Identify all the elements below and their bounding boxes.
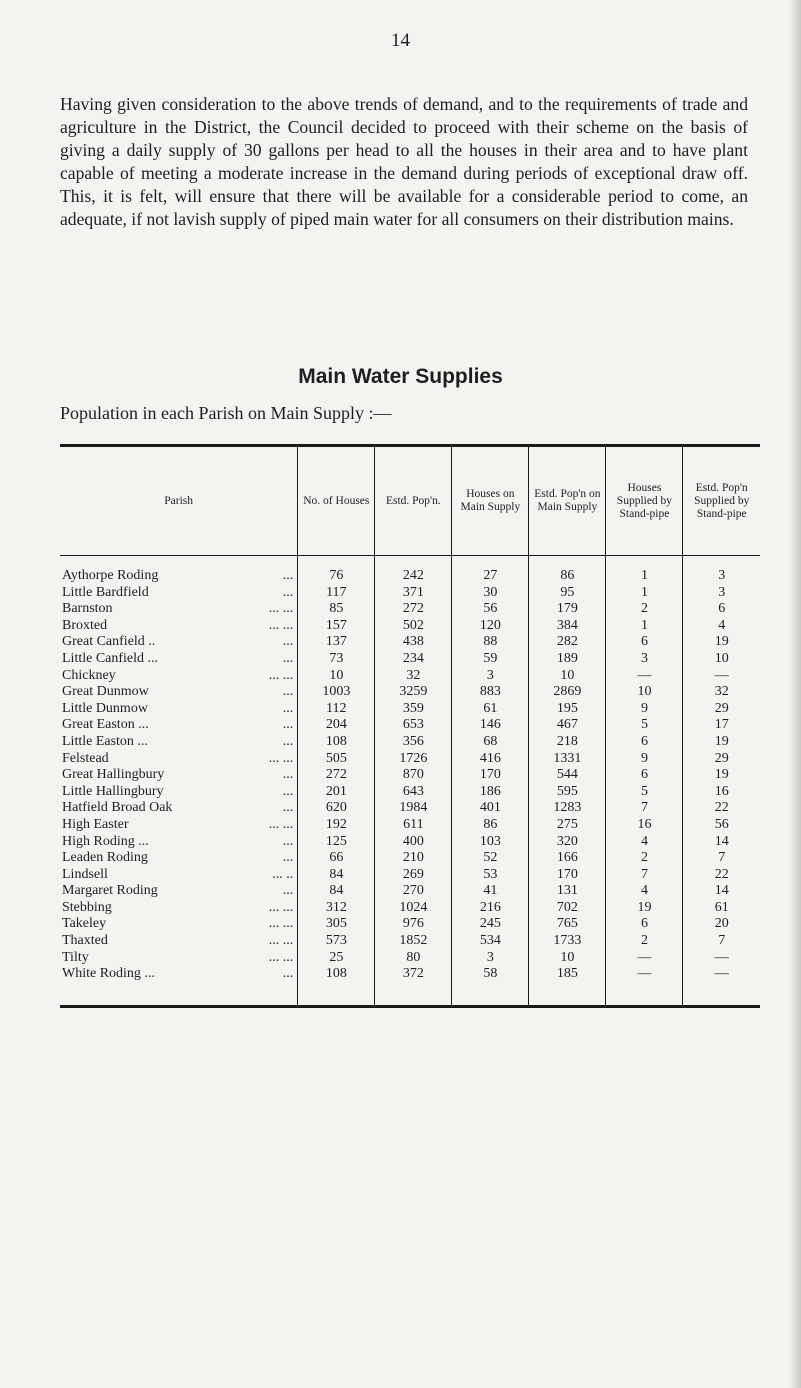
- population-standpipe-cell: —: [683, 668, 760, 685]
- leader-dots: ... ...: [268, 617, 294, 633]
- population-main-cell: 320: [529, 834, 606, 851]
- parish-cell: [60, 734, 298, 751]
- houses-main-cell: 3: [452, 668, 529, 685]
- population-main-cell: 195: [529, 701, 606, 718]
- population-cell: 653: [375, 717, 452, 734]
- table-row: [60, 834, 760, 851]
- leader-dots: ...: [282, 883, 294, 899]
- population-cell: 976: [375, 916, 452, 933]
- leader-dots: ...: [282, 584, 294, 600]
- table-row: [60, 900, 760, 917]
- water-supply-table: [60, 444, 760, 1008]
- houses-main-cell: 68: [452, 734, 529, 751]
- population-main-cell: 189: [529, 651, 606, 668]
- col-header-population: Estd. Pop'n.: [375, 447, 452, 556]
- parish-name: High Roding ...: [62, 833, 149, 849]
- population-standpipe-cell: 7: [683, 933, 760, 950]
- parish-name: Little Canfield ...: [62, 650, 159, 666]
- parish-cell: [60, 668, 298, 685]
- table-row: [60, 601, 760, 618]
- parish-cell: [60, 900, 298, 917]
- leader-dots: ...: [282, 700, 294, 716]
- table-row: [60, 950, 760, 967]
- leader-dots: ...: [282, 733, 294, 749]
- houses-standpipe-cell: 2: [606, 850, 683, 867]
- parish-name: Great Dunmow: [62, 684, 149, 700]
- population-standpipe-cell: 22: [683, 867, 760, 884]
- houses-main-cell: 61: [452, 701, 529, 718]
- table-row: [60, 867, 760, 884]
- parish-cell: [60, 950, 298, 967]
- table-row: [60, 618, 760, 635]
- leader-dots: ... ...: [268, 949, 294, 965]
- houses-cell: 1003: [298, 684, 375, 701]
- parish-cell: [60, 585, 298, 602]
- population-cell: 210: [375, 850, 452, 867]
- houses-main-cell: 103: [452, 834, 529, 851]
- leader-dots: ... ..: [272, 866, 294, 882]
- population-cell: 272: [375, 601, 452, 618]
- table-row: [60, 966, 760, 1005]
- population-cell: 1852: [375, 933, 452, 950]
- population-main-cell: 218: [529, 734, 606, 751]
- table-row: [60, 734, 760, 751]
- houses-main-cell: 56: [452, 601, 529, 618]
- parish-cell: [60, 618, 298, 635]
- houses-standpipe-cell: 3: [606, 651, 683, 668]
- houses-standpipe-cell: 5: [606, 717, 683, 734]
- houses-main-cell: 401: [452, 800, 529, 817]
- parish-cell: [60, 651, 298, 668]
- population-standpipe-cell: —: [683, 950, 760, 967]
- population-cell: 1984: [375, 800, 452, 817]
- houses-standpipe-cell: 7: [606, 800, 683, 817]
- population-standpipe-cell: 19: [683, 767, 760, 784]
- population-main-cell: 185: [529, 966, 606, 1005]
- houses-cell: 192: [298, 817, 375, 834]
- population-main-cell: 1733: [529, 933, 606, 950]
- table-row: [60, 767, 760, 784]
- houses-cell: 66: [298, 850, 375, 867]
- population-standpipe-cell: 29: [683, 751, 760, 768]
- table-row: [60, 916, 760, 933]
- table-row: [60, 800, 760, 817]
- parish-cell: [60, 933, 298, 950]
- houses-cell: 84: [298, 883, 375, 900]
- population-cell: 269: [375, 867, 452, 884]
- houses-main-cell: 52: [452, 850, 529, 867]
- houses-cell: 85: [298, 601, 375, 618]
- houses-standpipe-cell: 2: [606, 933, 683, 950]
- table-row: [60, 850, 760, 867]
- table-row: [60, 684, 760, 701]
- population-cell: 400: [375, 834, 452, 851]
- population-main-cell: 10: [529, 668, 606, 685]
- section-title: Main Water Supplies: [298, 365, 503, 388]
- parish-name: Leaden Roding: [62, 850, 148, 866]
- parish-name: Great Canfield ..: [62, 634, 156, 650]
- parish-cell: [60, 684, 298, 701]
- population-main-cell: 275: [529, 817, 606, 834]
- houses-main-cell: 88: [452, 634, 529, 651]
- parish-name: Little Hallingbury: [62, 783, 164, 799]
- population-standpipe-cell: 22: [683, 800, 760, 817]
- parish-name: Little Bardfield: [62, 584, 149, 600]
- leader-dots: ...: [282, 717, 294, 733]
- parish-name: White Roding ...: [62, 966, 155, 982]
- parish-name: Thaxted: [62, 933, 108, 949]
- parish-name: High Easter: [62, 816, 129, 832]
- leader-dots: ...: [282, 966, 294, 982]
- houses-main-cell: 59: [452, 651, 529, 668]
- population-standpipe-cell: 61: [683, 900, 760, 917]
- parish-cell: [60, 701, 298, 718]
- col-header-parish: Parish: [60, 447, 298, 556]
- houses-main-cell: 534: [452, 933, 529, 950]
- table-row: [60, 751, 760, 768]
- population-main-cell: 166: [529, 850, 606, 867]
- leader-dots: ...: [282, 568, 294, 583]
- population-cell: 643: [375, 784, 452, 801]
- population-cell: 502: [375, 618, 452, 635]
- population-standpipe-cell: 19: [683, 734, 760, 751]
- parish-name: Great Easton ...: [62, 717, 149, 733]
- population-standpipe-cell: 14: [683, 883, 760, 900]
- population-main-cell: 86: [529, 556, 606, 585]
- parish-cell: [60, 834, 298, 851]
- parish-cell: [60, 883, 298, 900]
- houses-cell: 204: [298, 717, 375, 734]
- col-header-houses-standpipe: Houses Supplied by Stand-pipe: [606, 447, 683, 556]
- population-main-cell: 95: [529, 585, 606, 602]
- parish-name: Little Easton ...: [62, 733, 148, 749]
- leader-dots: ...: [282, 783, 294, 799]
- parish-cell: [60, 850, 298, 867]
- leader-dots: ...: [282, 650, 294, 666]
- population-standpipe-cell: 19: [683, 634, 760, 651]
- parish-cell: [60, 751, 298, 768]
- population-main-cell: 702: [529, 900, 606, 917]
- leader-dots: ...: [282, 850, 294, 866]
- parish-name: Stebbing: [62, 899, 112, 915]
- houses-main-cell: 186: [452, 784, 529, 801]
- population-cell: 242: [375, 556, 452, 585]
- parish-cell: [60, 916, 298, 933]
- table-row: [60, 933, 760, 950]
- population-cell: 3259: [375, 684, 452, 701]
- parish-name: Hatfield Broad Oak: [62, 800, 173, 816]
- houses-standpipe-cell: —: [606, 668, 683, 685]
- houses-standpipe-cell: 7: [606, 867, 683, 884]
- leader-dots: ... ...: [268, 916, 294, 932]
- houses-main-cell: 245: [452, 916, 529, 933]
- parish-name: Great Hallingbury: [62, 767, 165, 783]
- houses-standpipe-cell: 4: [606, 834, 683, 851]
- houses-standpipe-cell: 1: [606, 585, 683, 602]
- population-standpipe-cell: 10: [683, 651, 760, 668]
- parish-name: Barnston: [62, 601, 113, 617]
- parish-name: Margaret Roding: [62, 883, 158, 899]
- parish-name: Little Dunmow: [62, 700, 148, 716]
- table-row: [60, 634, 760, 651]
- population-main-cell: 467: [529, 717, 606, 734]
- houses-cell: 76: [298, 556, 375, 585]
- houses-standpipe-cell: 4: [606, 883, 683, 900]
- page-edge-shadow: [789, 0, 801, 1388]
- population-standpipe-cell: 56: [683, 817, 760, 834]
- houses-standpipe-cell: 2: [606, 601, 683, 618]
- population-main-cell: 1331: [529, 751, 606, 768]
- parish-cell: [60, 634, 298, 651]
- table-row: [60, 651, 760, 668]
- parish-name: Aythorpe Roding: [62, 568, 159, 583]
- table-header-row: [60, 447, 760, 556]
- leader-dots: ... ...: [268, 601, 294, 617]
- population-cell: 359: [375, 701, 452, 718]
- table-row: [60, 585, 760, 602]
- houses-cell: 10: [298, 668, 375, 685]
- parish-cell: [60, 717, 298, 734]
- parish-cell: [60, 966, 298, 1005]
- population-standpipe-cell: 16: [683, 784, 760, 801]
- leader-dots: ... ...: [268, 899, 294, 915]
- population-standpipe-cell: 29: [683, 701, 760, 718]
- houses-standpipe-cell: —: [606, 950, 683, 967]
- leader-dots: ...: [282, 767, 294, 783]
- houses-standpipe-cell: —: [606, 966, 683, 1005]
- population-main-cell: 2869: [529, 684, 606, 701]
- parish-cell: [60, 767, 298, 784]
- parish-cell: [60, 800, 298, 817]
- population-cell: 234: [375, 651, 452, 668]
- houses-main-cell: 883: [452, 684, 529, 701]
- houses-cell: 573: [298, 933, 375, 950]
- leader-dots: ... ...: [268, 667, 294, 683]
- col-header-houses-main: Houses on Main Supply: [452, 447, 529, 556]
- houses-main-cell: 86: [452, 817, 529, 834]
- houses-standpipe-cell: 16: [606, 817, 683, 834]
- population-main-cell: 282: [529, 634, 606, 651]
- houses-main-cell: 146: [452, 717, 529, 734]
- leader-dots: ... ...: [268, 816, 294, 832]
- population-main-cell: 384: [529, 618, 606, 635]
- table-bottom-rule: [60, 1005, 760, 1008]
- population-main-cell: 544: [529, 767, 606, 784]
- houses-cell: 312: [298, 900, 375, 917]
- houses-main-cell: 27: [452, 556, 529, 585]
- houses-main-cell: 216: [452, 900, 529, 917]
- houses-standpipe-cell: 5: [606, 784, 683, 801]
- houses-main-cell: 120: [452, 618, 529, 635]
- parish-name: Lindsell: [62, 866, 108, 882]
- houses-standpipe-cell: 6: [606, 767, 683, 784]
- population-cell: 80: [375, 950, 452, 967]
- table-row: [60, 717, 760, 734]
- population-cell: 1726: [375, 751, 452, 768]
- population-main-cell: 131: [529, 883, 606, 900]
- leader-dots: ...: [282, 800, 294, 816]
- houses-standpipe-cell: 6: [606, 634, 683, 651]
- leader-dots: ...: [282, 684, 294, 700]
- table-row: [60, 668, 760, 685]
- population-main-cell: 1283: [529, 800, 606, 817]
- houses-main-cell: 170: [452, 767, 529, 784]
- population-standpipe-cell: 14: [683, 834, 760, 851]
- col-header-population-main: Estd. Pop'n on Main Supply: [529, 447, 606, 556]
- houses-main-cell: 416: [452, 751, 529, 768]
- houses-cell: 84: [298, 867, 375, 884]
- houses-main-cell: 53: [452, 867, 529, 884]
- parish-cell: [60, 817, 298, 834]
- houses-standpipe-cell: 1: [606, 618, 683, 635]
- parish-cell: [60, 601, 298, 618]
- houses-standpipe-cell: 6: [606, 734, 683, 751]
- houses-cell: 272: [298, 767, 375, 784]
- parish-name: Tilty: [62, 949, 89, 965]
- houses-cell: 505: [298, 751, 375, 768]
- table-row: [60, 784, 760, 801]
- parish-name: Felstead: [62, 750, 109, 766]
- population-cell: 372: [375, 966, 452, 1005]
- parish-cell: [60, 556, 298, 585]
- population-main-cell: 595: [529, 784, 606, 801]
- population-main-cell: 170: [529, 867, 606, 884]
- parish-name: Takeley: [62, 916, 107, 932]
- houses-cell: 117: [298, 585, 375, 602]
- leader-dots: ...: [282, 634, 294, 650]
- table-subtitle: Population in each Parish on Main Supply :—: [60, 403, 392, 423]
- page-number: 14: [391, 30, 410, 51]
- population-cell: 356: [375, 734, 452, 751]
- houses-cell: 73: [298, 651, 375, 668]
- houses-main-cell: 30: [452, 585, 529, 602]
- population-standpipe-cell: 3: [683, 585, 760, 602]
- population-cell: 870: [375, 767, 452, 784]
- table-body: [60, 556, 760, 1005]
- table-row: [60, 556, 760, 585]
- population-standpipe-cell: 32: [683, 684, 760, 701]
- population-cell: 371: [375, 585, 452, 602]
- population-cell: 32: [375, 668, 452, 685]
- population-standpipe-cell: 3: [683, 556, 760, 585]
- parish-name: Chickney: [62, 667, 116, 683]
- intro-paragraph: Having given consideration to the above trends of demand, and to the requirements of trade and agriculture in the District, the Council decided to proceed with their scheme on the basis of giving a daily supply of 30 gallons per head to all the houses in their area and to have plant capable of meeting a moderate increase in the demand during periods of exceptional draw off. This, it is felt, will ensure that there will be available for a considerable period to come, an adequate, if not lavish supply of piped main water for all consumers on their distribution mains.: [60, 94, 748, 229]
- population-main-cell: 10: [529, 950, 606, 967]
- population-standpipe-cell: 7: [683, 850, 760, 867]
- col-header-houses: No. of Houses: [298, 447, 375, 556]
- table-row: [60, 701, 760, 718]
- houses-cell: 125: [298, 834, 375, 851]
- table-row: [60, 883, 760, 900]
- population-cell: 438: [375, 634, 452, 651]
- houses-standpipe-cell: 6: [606, 916, 683, 933]
- houses-cell: 137: [298, 634, 375, 651]
- parish-cell: [60, 784, 298, 801]
- col-header-population-standpipe: Estd. Pop'n Supplied by Stand-pipe: [683, 447, 760, 556]
- houses-standpipe-cell: 9: [606, 751, 683, 768]
- houses-main-cell: 3: [452, 950, 529, 967]
- parish-cell: [60, 867, 298, 884]
- houses-main-cell: 58: [452, 966, 529, 1005]
- leader-dots: ...: [282, 833, 294, 849]
- houses-cell: 112: [298, 701, 375, 718]
- houses-main-cell: 41: [452, 883, 529, 900]
- houses-cell: 620: [298, 800, 375, 817]
- population-standpipe-cell: 20: [683, 916, 760, 933]
- population-standpipe-cell: 17: [683, 717, 760, 734]
- population-main-cell: 765: [529, 916, 606, 933]
- houses-standpipe-cell: 19: [606, 900, 683, 917]
- population-table: [60, 447, 760, 1005]
- houses-cell: 305: [298, 916, 375, 933]
- population-standpipe-cell: 6: [683, 601, 760, 618]
- population-standpipe-cell: 4: [683, 618, 760, 635]
- houses-cell: 108: [298, 966, 375, 1005]
- population-cell: 1024: [375, 900, 452, 917]
- leader-dots: ... ...: [268, 933, 294, 949]
- houses-cell: 201: [298, 784, 375, 801]
- table-row: [60, 817, 760, 834]
- houses-cell: 108: [298, 734, 375, 751]
- houses-standpipe-cell: 9: [606, 701, 683, 718]
- population-cell: 270: [375, 883, 452, 900]
- parish-name: Broxted: [62, 617, 108, 633]
- population-main-cell: 179: [529, 601, 606, 618]
- houses-standpipe-cell: 1: [606, 556, 683, 585]
- leader-dots: ... ...: [268, 750, 294, 766]
- houses-standpipe-cell: 10: [606, 684, 683, 701]
- houses-cell: 25: [298, 950, 375, 967]
- population-cell: 611: [375, 817, 452, 834]
- houses-cell: 157: [298, 618, 375, 635]
- population-standpipe-cell: —: [683, 966, 760, 1005]
